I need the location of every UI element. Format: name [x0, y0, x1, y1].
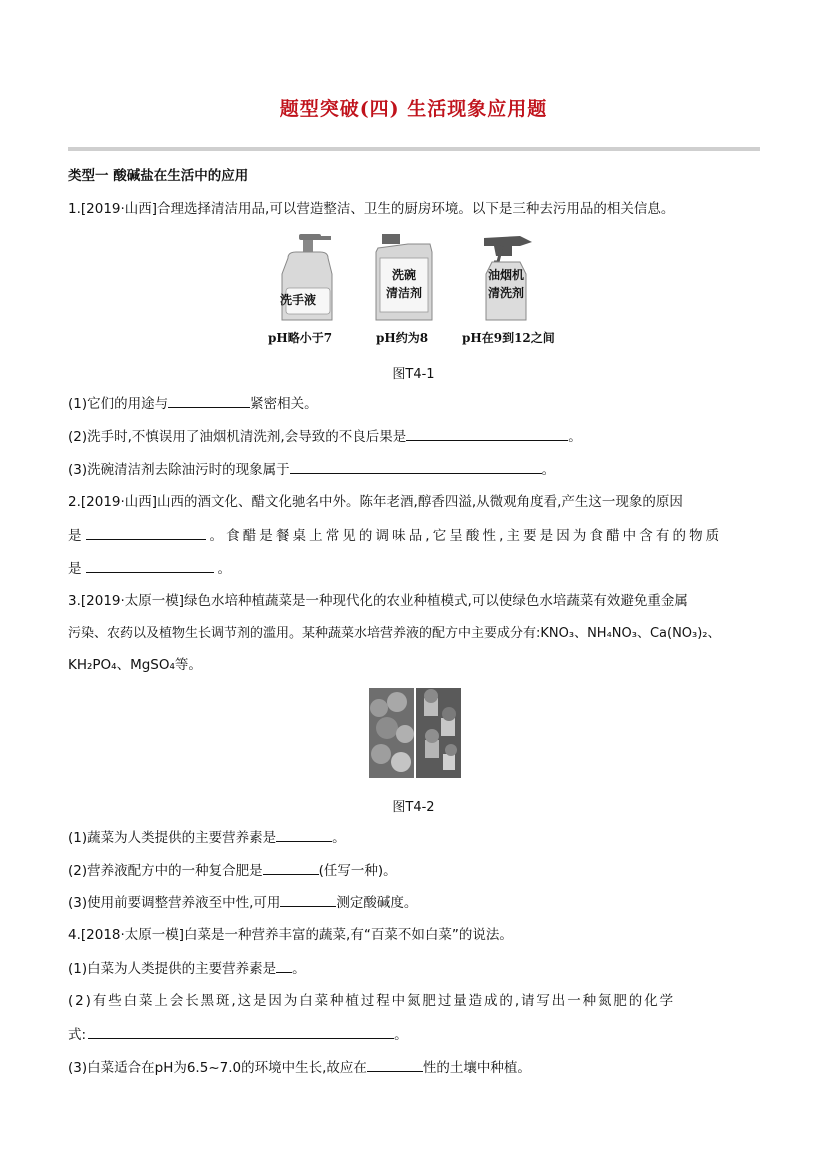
q3-line3: KH₂PO₄、MgSO₄等。: [68, 657, 202, 673]
q4-sub3: [68, 1057, 760, 1078]
q1-sub1-text-b: 紧密相关。: [250, 396, 318, 412]
q3-line2: 污染、农药以及植物生长调节剂的滥用。某种蔬菜水培营养液的配方中主要成分有:KNO₃、NH₄NO₃、Ca(NO₃)₂、: [68, 626, 721, 641]
q3-sub3-text-b: 测定酸碱度。: [336, 895, 418, 911]
dish-detergent-ph: pH约为8: [376, 331, 429, 345]
q2-line1: 2.[2019·山西]山西的酒文化、醋文化驰名中外。陈年老酒,醇香四溢,从微观角度看,产生这一现象的原因: [68, 494, 683, 510]
q1-stem: 1.[2019·山西]合理选择清洁用品,可以营造整洁、卫生的厨房环境。以下是三种去污用品的相关信息。: [68, 201, 675, 217]
q4-sub1-text-b: 。: [292, 961, 306, 977]
q3-sub2-answer-blank[interactable]: [263, 860, 319, 875]
q3-sub2-text-a: (2)营养液配方中的一种复合肥是: [68, 863, 263, 879]
q2-line2: [68, 525, 760, 546]
hand-soap-ph: pH略小于7: [268, 331, 333, 345]
q2-line2-text-a: 是: [68, 528, 82, 544]
q4-sub3-text-a: (3)白菜适合在pH为6.5~7.0的环境中生长,故应在: [68, 1060, 367, 1076]
dish-detergent-label-line2: 清洁剂: [385, 286, 422, 300]
q4-sub3-answer-blank[interactable]: [367, 1057, 423, 1072]
q4-sub1-answer-blank[interactable]: [276, 958, 292, 973]
q1-sub2-text-b: 。: [568, 429, 582, 445]
figure-caption-t4-1: 图T4-1: [392, 367, 435, 382]
q3-line1: 3.[2019·太原一模]绿色水培种植蔬菜是一种现代化的农业种植模式,可以使绿色水培蔬菜有效避免重金属: [68, 593, 688, 609]
page-title: 题型突破(四) 生活现象应用题: [279, 98, 548, 120]
q3-sub2: [68, 860, 760, 881]
q1-sub3: [68, 459, 760, 480]
q2-line3-text-b: 。: [217, 561, 231, 577]
q3-sub1: [68, 827, 760, 848]
q3-sub1-text-a: (1)蔬菜为人类提供的主要营养素是: [68, 830, 277, 846]
q3-sub1-answer-blank[interactable]: [276, 827, 332, 842]
q4-stem: 4.[2018·太原一模]白菜是一种营养丰富的蔬菜,有“百菜不如白菜”的说法。: [68, 927, 513, 943]
q1-sub2: [68, 426, 760, 447]
q4-sub1-text-a: (1)白菜为人类提供的主要营养素是: [68, 961, 277, 977]
section-heading: 类型一 酸碱盐在生活中的应用: [68, 168, 249, 184]
q4-sub1: [68, 958, 760, 979]
q2-line2-text-b: 。食醋是餐桌上常见的调味品,它呈酸性,主要是因为食醋中含有的物质: [209, 528, 723, 544]
q4-sub3-text-b: 性的土壤中种植。: [422, 1060, 531, 1076]
dish-detergent-label: [380, 266, 428, 302]
q1-sub3-text-a: (3)洗碗清洁剂去除油污时的现象属于: [68, 462, 290, 478]
hand-soap-bottle-image: [266, 232, 346, 324]
q4-sub2-text-b: 。: [394, 1027, 408, 1043]
range-hood-cleaner-ph: pH在9到12之间: [462, 331, 555, 345]
q3-sub3-text-a: (3)使用前要调整营养液至中性,可用: [68, 895, 281, 911]
q1-sub1: [68, 393, 760, 414]
q2-answer-blank-2[interactable]: [86, 558, 214, 573]
q3-sub2-text-b: (任写一种)。: [318, 863, 397, 879]
q4-sub2-text-a: 式:: [68, 1027, 87, 1043]
q4-sub2-line2: [68, 1024, 760, 1045]
q1-sub3-text-b: 。: [541, 462, 556, 478]
q1-sub1-text-a: (1)它们的用途与: [68, 396, 169, 412]
q2-line3: [68, 558, 760, 579]
range-hood-cleaner-label-line1: 油烟机: [487, 268, 524, 282]
range-hood-cleaner-label: [482, 266, 530, 302]
hand-soap-label: 洗手液: [280, 293, 317, 307]
dish-detergent-label-line1: 洗碗: [391, 268, 416, 282]
q2-answer-blank-1[interactable]: [86, 525, 206, 540]
range-hood-cleaner-label-line2: 清洗剂: [487, 286, 524, 300]
q4-sub2-line1: (2)有些白菜上会长黑斑,这是因为白菜种植过程中氮肥过量造成的,请写出一种氮肥的化学: [68, 993, 676, 1009]
q1-sub2-text-a: (2)洗手时,不慎误用了油烟机清洗剂,会导致的不良后果是: [68, 429, 407, 445]
q4-sub2-answer-blank[interactable]: [88, 1024, 394, 1039]
q3-sub1-text-b: 。: [332, 830, 346, 846]
figure-caption-t4-2: 图T4-2: [392, 800, 435, 815]
title-divider: [68, 147, 760, 151]
q1-sub2-answer-blank[interactable]: [406, 426, 568, 441]
q3-sub3-answer-blank[interactable]: [280, 892, 336, 907]
q3-sub3: [68, 892, 760, 913]
q2-line3-text-a: 是: [68, 561, 82, 577]
q1-sub1-answer-blank[interactable]: [168, 393, 250, 408]
q1-sub3-answer-blank[interactable]: [290, 459, 542, 474]
hydroponic-vegetables-photo: [369, 688, 461, 778]
